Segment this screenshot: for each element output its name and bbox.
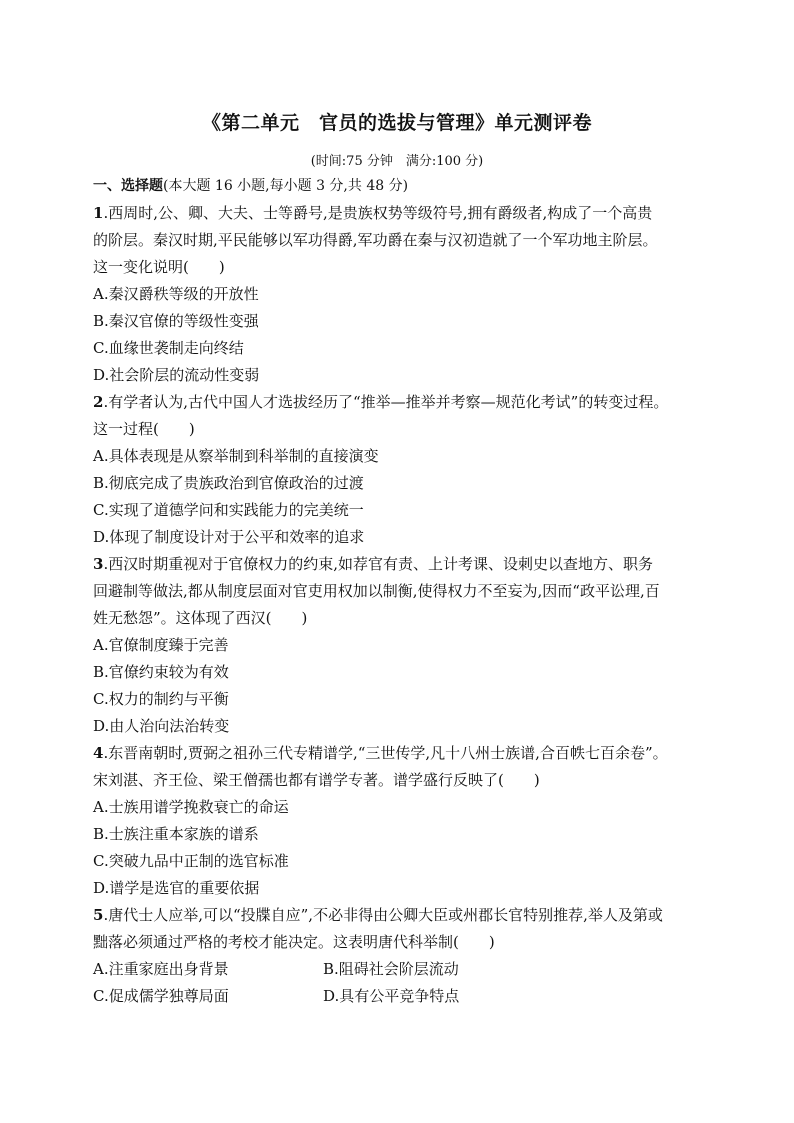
question-text: 这一变化说明( ) [93,258,225,276]
option-a: A.官僚制度臻于完善 [93,636,229,654]
question-text: .东晋南朝时,贾弼之祖孙三代专精谱学,“三世传学,凡十八州士族谱,合百帙七百余卷”。 [103,744,668,762]
option-a: A.具体表现是从察举制到科举制的直接演变 [93,447,379,465]
question-text: 黜落必须通过严格的考校才能决定。这表明唐代科举制( ) [93,933,495,951]
option-b: B.士族注重本家族的谱系 [93,825,259,843]
question-text: .西周时,公、卿、大夫、士等爵号,是贵族权势等级符号,拥有爵级者,构成了一个高贵 [103,204,653,222]
question-text: .唐代士人应举,可以“投牒自应”,不必非得由公卿大臣或州郡长官特别推荐,举人及第或 [103,906,663,924]
option-c: C.实现了道德学问和实践能力的完美统一 [93,501,364,519]
option-row [93,956,708,983]
option-d: D.谱学是选官的重要依据 [93,879,260,897]
question-3 [93,551,708,740]
question-text: 这一过程( ) [93,420,195,438]
option-c: C.血缘世袭制走向终结 [93,339,244,357]
option-d: D.由人治向法治转变 [93,717,230,735]
option-a: A.秦汉爵秩等级的开放性 [93,285,259,303]
question-text: 的阶层。秦汉时期,平民能够以军功得爵,军功爵在秦与汉初造就了一个军功地主阶层。 [93,231,658,249]
exam-content [93,173,708,1010]
question-number: 2 [93,393,104,411]
option-b: B.官僚约束较为有效 [93,663,229,681]
question-number: 3 [93,555,104,573]
question-5 [93,902,708,1010]
option-b: B.彻底完成了贵族政治到官僚政治的过渡 [93,474,364,492]
question-text: 姓无愁怨”。这体现了西汉( ) [93,609,308,627]
option-d: D.体现了制度设计对于公平和效率的追求 [93,528,365,546]
option-b: B.秦汉官僚的等级性变强 [93,312,259,330]
option-c: C.权力的制约与平衡 [93,690,229,708]
option-d: D.社会阶层的流动性变弱 [93,366,260,384]
option-b: B.阻碍社会阶层流动 [323,960,459,978]
option-a: A.士族用谱学挽救衰亡的命运 [93,798,289,816]
option-d: D.具有公平竞争特点 [323,987,460,1005]
section-note: (本大题 16 小题,每小题 3 分,共 48 分) [163,178,409,194]
exam-info: (时间:75 分钟 满分:100 分) [310,154,484,169]
question-number: 5 [93,906,104,924]
question-1 [93,200,708,389]
option-row [93,983,708,1010]
question-number: 1 [93,204,104,222]
option-c: C.突破九品中正制的选官标准 [93,852,289,870]
question-text: .有学者认为,古代中国人才选拔经历了“推举—推举并考察—规范化考试”的转变过程。 [103,393,669,411]
option-c: C.促成儒学独尊局面 [93,987,229,1005]
question-number: 4 [93,744,104,762]
question-4 [93,740,708,902]
question-2 [93,389,708,551]
question-text: .西汉时期重视对于官僚权力的约束,如荐官有责、上计考课、设刺史以查地方、职务 [103,555,653,573]
question-text: 宋刘湛、齐王俭、梁王僧孺也都有谱学专著。谱学盛行反映了( ) [93,771,540,789]
page-title: 《第二单元 官员的选拔与管理》单元测评卷 [201,112,592,134]
option-a: A.注重家庭出身背景 [93,960,229,978]
section-header [93,173,708,200]
section-label: 一、选择题 [93,178,163,194]
question-text: 回避制等做法,都从制度层面对官吏用权加以制衡,使得权力不至妄为,因而“政平讼理,百 [93,582,660,600]
